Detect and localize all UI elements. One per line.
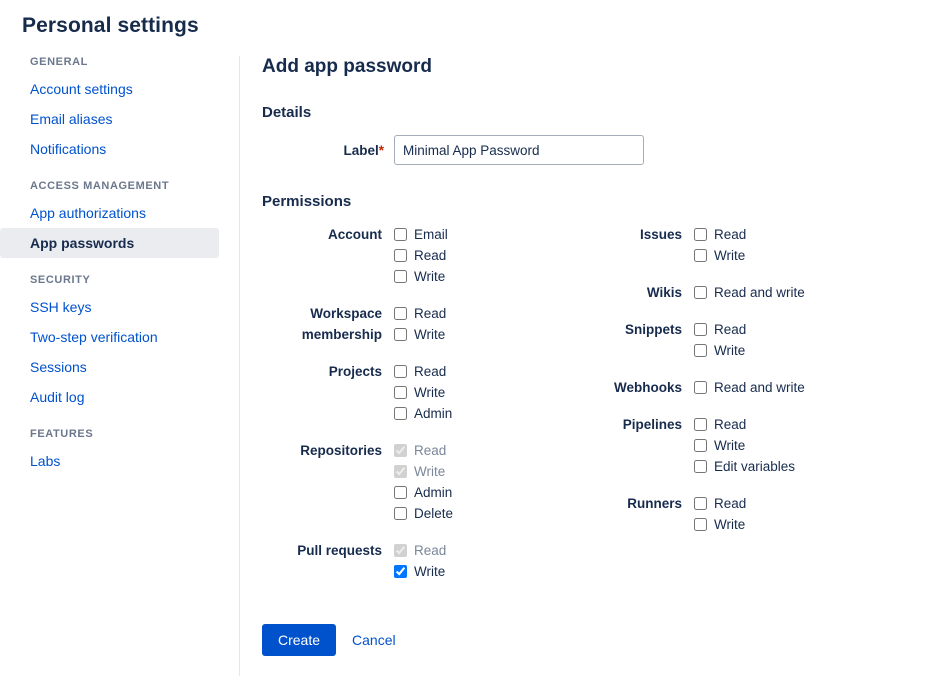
label-input[interactable] [394, 135, 644, 165]
form-title: Add app password [262, 56, 432, 77]
permissions-left-column [262, 224, 562, 598]
sidebar-item-labs[interactable]: Labs [30, 453, 61, 469]
permissions-right-column [562, 224, 862, 598]
permission-options [694, 493, 746, 535]
checkbox-label: Read [714, 417, 747, 432]
sidebar-item-notifications[interactable]: Notifications [30, 141, 107, 157]
permission-checkbox-pull-requests-read[interactable] [394, 540, 446, 561]
permission-group-label [262, 440, 394, 461]
permission-group-label-line2: membership [301, 327, 382, 342]
permission-checkbox-issues-write[interactable] [694, 245, 746, 266]
sidebar-item-app-authorizations[interactable]: App authorizations [30, 205, 146, 221]
permission-group-label-line1: Snippets [624, 322, 682, 337]
permission-group-label [562, 282, 694, 303]
sidebar-item-audit-log[interactable]: Audit log [30, 389, 85, 405]
sidebar-item-account-settings[interactable]: Account settings [30, 81, 133, 97]
permission-checkbox-pull-requests-write[interactable] [394, 561, 446, 582]
permission-checkbox-account-email[interactable] [394, 224, 448, 245]
permission-group-pipelines [562, 414, 862, 477]
permission-checkbox-projects-admin[interactable] [394, 403, 452, 424]
permission-checkbox-snippets-write[interactable] [694, 340, 746, 361]
permission-checkbox-repositories-read[interactable] [394, 440, 453, 461]
label-field-row [262, 135, 936, 165]
permission-group-webhooks [562, 377, 862, 398]
permission-options [394, 224, 448, 287]
checkbox-label: Admin [414, 406, 453, 421]
permission-group-label [262, 224, 394, 245]
checkbox-input[interactable] [694, 497, 707, 510]
permission-group-issues [562, 224, 862, 266]
checkbox-label: Read [714, 227, 747, 242]
permission-checkbox-issues-read[interactable] [694, 224, 746, 245]
permission-options [694, 282, 805, 303]
permission-group-label-line1: Repositories [300, 443, 382, 458]
permission-options [694, 414, 795, 477]
checkbox-input[interactable] [394, 565, 407, 578]
checkbox-input[interactable] [694, 228, 707, 241]
permission-checkbox-workspace-write[interactable] [394, 324, 446, 345]
checkbox-label: Email [414, 227, 448, 242]
form-actions [262, 624, 936, 656]
checkbox-label: Write [414, 464, 446, 479]
permission-group-label-line1: Webhooks [613, 380, 682, 395]
checkbox-label: Write [714, 248, 746, 263]
checkbox-input[interactable] [394, 507, 407, 520]
checkbox-label: Write [414, 327, 446, 342]
checkbox-input[interactable] [694, 344, 707, 357]
permission-options [394, 361, 452, 424]
permission-checkbox-workspace-read[interactable] [394, 303, 446, 324]
sidebar-group-label: GENERAL [30, 56, 88, 68]
checkbox-input [394, 544, 407, 557]
checkbox-input[interactable] [394, 249, 407, 262]
checkbox-label: Write [414, 269, 446, 284]
checkbox-label: Admin [414, 485, 453, 500]
details-section-title: Details [262, 104, 312, 121]
label-field-text: Label [343, 142, 379, 158]
permission-group-label [562, 414, 694, 435]
permission-checkbox-projects-write[interactable] [394, 382, 452, 403]
permission-group-repositories [262, 440, 562, 524]
required-marker: * [378, 142, 384, 158]
checkbox-input[interactable] [394, 386, 407, 399]
permission-checkbox-account-write[interactable] [394, 266, 448, 287]
page-layout [0, 56, 936, 676]
checkbox-input[interactable] [394, 228, 407, 241]
permission-group-snippets [562, 319, 862, 361]
checkbox-input[interactable] [694, 439, 707, 452]
checkbox-label: Read and write [714, 380, 805, 395]
permission-options [694, 224, 746, 266]
permission-options [394, 540, 446, 582]
permission-group-label [262, 361, 394, 382]
sidebar [0, 56, 240, 676]
checkbox-label: Write [714, 438, 746, 453]
permission-group-projects [262, 361, 562, 424]
permission-group-wikis [562, 282, 862, 303]
sidebar-group [0, 428, 239, 476]
sidebar-group [0, 180, 239, 258]
permission-group-label-line1: Account [328, 227, 382, 242]
sidebar-group [0, 56, 239, 164]
checkbox-label: Write [714, 517, 746, 532]
checkbox-input [394, 465, 407, 478]
checkbox-label: Write [414, 385, 446, 400]
checkbox-input[interactable] [694, 518, 707, 531]
permission-group-label-line1: Pipelines [622, 417, 682, 432]
permission-checkbox-pipelines-read[interactable] [694, 414, 795, 435]
checkbox-label: Read [414, 543, 447, 558]
permission-checkbox-runners-read[interactable] [694, 493, 746, 514]
checkbox-input[interactable] [694, 418, 707, 431]
permission-group-workspace [262, 303, 562, 345]
sidebar-group-label: ACCESS MANAGEMENT [30, 180, 170, 192]
permission-checkbox-runners-write[interactable] [694, 514, 746, 535]
checkbox-label: Read [414, 248, 447, 263]
permission-group-label [562, 493, 694, 514]
page-title: Personal settings [22, 14, 199, 37]
permission-options [694, 319, 746, 361]
permission-checkbox-repositories-delete[interactable] [394, 503, 453, 524]
checkbox-input[interactable] [694, 249, 707, 262]
permission-checkbox-projects-read[interactable] [394, 361, 452, 382]
permission-options [394, 303, 446, 345]
checkbox-input[interactable] [394, 407, 407, 420]
checkbox-label: Read [414, 306, 447, 321]
checkbox-label: Write [414, 564, 446, 579]
sidebar-group-label: SECURITY [30, 274, 91, 286]
checkbox-input[interactable] [394, 365, 407, 378]
checkbox-input [394, 444, 407, 457]
sidebar-item-two-step-verification[interactable]: Two-step verification [30, 329, 158, 345]
permission-group-pull-requests [262, 540, 562, 582]
permission-group-label [562, 319, 694, 340]
permission-group-label [262, 540, 394, 561]
sidebar-group [0, 274, 239, 412]
permission-options [394, 440, 453, 524]
permission-checkbox-webhooks-read-and-write[interactable] [694, 377, 805, 398]
permission-group-label-line1: Workspace [310, 306, 382, 321]
permission-group-label-line1: Pull requests [297, 543, 382, 558]
checkbox-label: Read [714, 496, 747, 511]
permissions-columns [262, 224, 936, 598]
permission-group-label-line1: Wikis [646, 285, 682, 300]
checkbox-label: Read [414, 364, 447, 379]
checkbox-input[interactable] [394, 486, 407, 499]
permission-group-label [562, 224, 694, 245]
checkbox-label: Write [714, 343, 746, 358]
main-content [240, 56, 936, 656]
permission-checkbox-account-read[interactable] [394, 245, 448, 266]
create-button[interactable]: Create [262, 624, 336, 656]
permission-group-label [262, 303, 394, 345]
permission-checkbox-pipelines-edit-variables[interactable] [694, 456, 795, 477]
label-field-label [262, 143, 394, 158]
permission-group-account [262, 224, 562, 287]
checkbox-input[interactable] [694, 460, 707, 473]
permission-checkbox-repositories-admin[interactable] [394, 482, 453, 503]
checkbox-label: Read [414, 443, 447, 458]
permission-group-label-line1: Issues [639, 227, 682, 242]
checkbox-input[interactable] [394, 270, 407, 283]
permission-checkbox-wikis-read-and-write[interactable] [694, 282, 805, 303]
checkbox-input[interactable] [694, 286, 707, 299]
permission-checkbox-repositories-write[interactable] [394, 461, 453, 482]
permission-group-label-line1: Runners [627, 496, 682, 511]
checkbox-input[interactable] [394, 328, 407, 341]
sidebar-item-app-passwords[interactable]: App passwords [0, 228, 219, 258]
permission-group-label-line1: Projects [328, 364, 382, 379]
checkbox-input[interactable] [694, 381, 707, 394]
checkbox-label: Delete [414, 506, 454, 521]
sidebar-item-sessions[interactable]: Sessions [30, 359, 87, 375]
checkbox-label: Edit variables [714, 459, 796, 474]
checkbox-label: Read [714, 322, 747, 337]
cancel-button[interactable]: Cancel [352, 632, 396, 648]
permission-checkbox-pipelines-write[interactable] [694, 435, 795, 456]
permission-group-label [562, 377, 694, 398]
permission-group-runners [562, 493, 862, 535]
checkbox-input[interactable] [394, 307, 407, 320]
sidebar-item-ssh-keys[interactable]: SSH keys [30, 299, 92, 315]
permission-checkbox-snippets-read[interactable] [694, 319, 746, 340]
permissions-section-title: Permissions [262, 193, 352, 210]
permission-options [694, 377, 805, 398]
checkbox-input[interactable] [694, 323, 707, 336]
checkbox-label: Read and write [714, 285, 805, 300]
sidebar-item-email-aliases[interactable]: Email aliases [30, 111, 113, 127]
sidebar-group-label: FEATURES [30, 428, 94, 440]
